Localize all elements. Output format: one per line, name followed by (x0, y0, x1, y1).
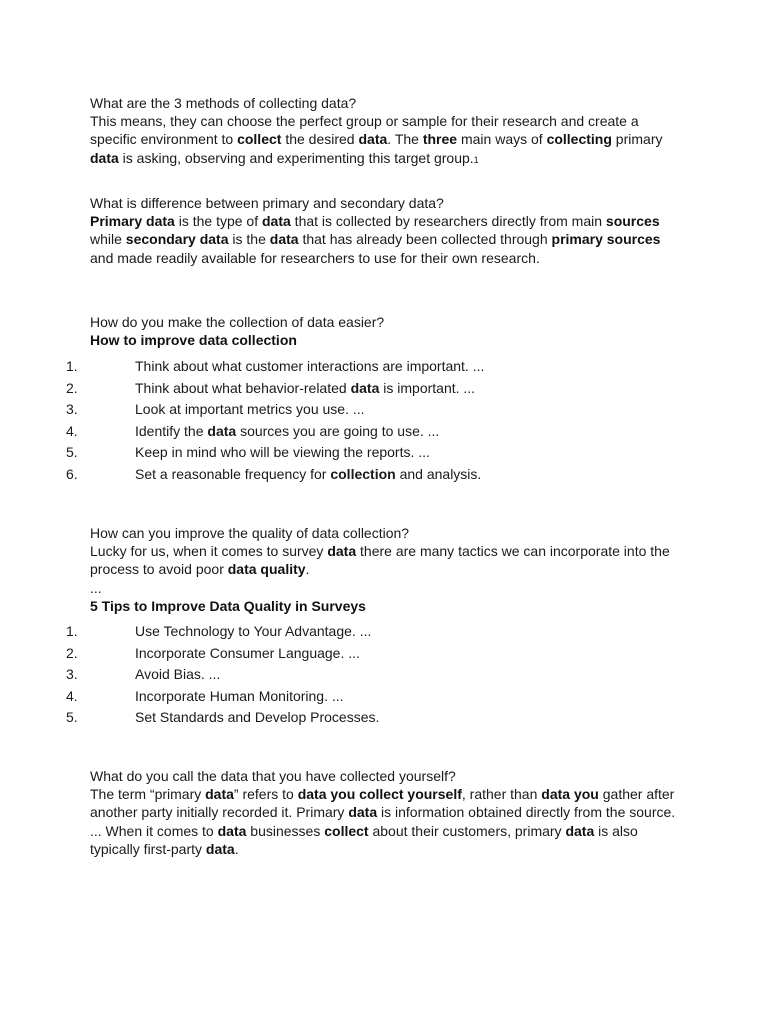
section-data-quality (90, 524, 678, 615)
bold-term: collect (237, 131, 282, 148)
question-text: What is difference between primary and secondary data? (90, 195, 444, 211)
bold-term: collection (330, 465, 396, 482)
bold-term: sources (605, 213, 660, 230)
question-text: What are the 3 methods of collecting data? (90, 95, 357, 111)
list-item (0, 421, 678, 443)
list-item-text: Use Technology to Your Advantage. ... (135, 623, 372, 639)
list-item-text: Look at important metrics you use. ... (135, 401, 365, 417)
ellipsis-text: ... (90, 579, 102, 596)
list-item (0, 707, 678, 729)
bold-term: data (205, 840, 235, 857)
answer-paragraph: Primary data is the type of data that is collected by researchers directly from main sources while secondary data is the data that has already been collected through primary sources and made readily available for researchers to use for their own research. (90, 213, 661, 266)
list-item (0, 621, 678, 643)
list-number: 2. (66, 644, 78, 661)
list-item (0, 442, 678, 464)
list-item (0, 356, 678, 378)
list-item (0, 664, 678, 686)
question-text: How can you improve the quality of data collection? (90, 525, 410, 541)
bold-term: data (262, 213, 291, 230)
list-item-text: Avoid Bias. ... (135, 666, 221, 682)
list-number: 3. (66, 401, 78, 417)
answer-paragraph: The term “primary data” refers to data you collect yourself, rather than data you gather after another party initially recorded it. Primary data is information obtained directly from the source. ... When it comes to data businesses collect about their customers, primary data is also typically first-party data. (90, 786, 676, 857)
numbered-list-quality-tips (0, 621, 678, 729)
question-text: What do you call the data that you have collected yourself? (90, 768, 456, 784)
bold-term: data (348, 804, 378, 821)
list-item-text: Set Standards and Develop Processes. (135, 709, 380, 725)
section-self-collected-data (90, 767, 678, 858)
list-item-text: Think about what behavior-related data is important. ... (135, 379, 476, 396)
bold-term: data you collect yourself (297, 786, 462, 803)
bold-term: Primary data (90, 213, 175, 230)
list-item (0, 378, 678, 400)
bold-term: data (217, 822, 247, 839)
list-number: 4. (66, 422, 78, 439)
list-item (0, 464, 678, 486)
section-heading: How to improve data collection (90, 332, 297, 349)
section-primary-vs-secondary (90, 194, 678, 267)
bold-term: data (90, 149, 119, 166)
bold-term: data (327, 543, 357, 560)
section-data-collection-methods (90, 94, 678, 169)
bold-term: collect (324, 822, 369, 839)
question-text: How do you make the collection of data easier? (90, 314, 385, 330)
list-item-text: Set a reasonable frequency for collection and analysis. (135, 465, 482, 482)
bold-term: data (358, 131, 388, 148)
list-item (0, 399, 678, 421)
list-item (0, 686, 678, 708)
answer-paragraph: This means, they can choose the perfect group or sample for their research and create a specific environment to collect the desired data. The three main ways of collecting primary data is asking, observing and experimenting this target group.1 (90, 113, 663, 166)
section-heading: 5 Tips to Improve Data Quality in Surveys (90, 597, 366, 614)
list-item-text: Think about what customer interactions are important. ... (135, 358, 485, 374)
section-easier-collection (90, 313, 678, 349)
list-item-text: Identify the data sources you are going to use. ... (135, 422, 440, 439)
list-number: 2. (66, 379, 78, 396)
list-item-text: Keep in mind who will be viewing the reports. ... (135, 444, 430, 460)
numbered-list-improve-collection (0, 356, 678, 485)
bold-term: data (269, 231, 299, 248)
bold-term: secondary data (125, 231, 229, 248)
bold-term: three (422, 131, 458, 148)
list-number: 1. (66, 358, 78, 374)
answer-paragraph: Lucky for us, when it comes to survey data there are many tactics we can incorporate into the process to avoid poor data quality. (90, 543, 670, 578)
list-item-text: Incorporate Consumer Language. ... (135, 644, 360, 661)
bold-term: data (205, 786, 234, 803)
bold-term: primary sources (551, 231, 661, 248)
list-item (0, 643, 678, 665)
footnote-marker: 1 (473, 154, 479, 165)
list-number: 1. (66, 623, 78, 639)
list-number: 5. (66, 709, 78, 725)
bold-term: data (350, 379, 380, 396)
list-item-text: Incorporate Human Monitoring. ... (135, 687, 344, 704)
list-number: 4. (66, 687, 78, 704)
bold-term: collecting (546, 131, 612, 148)
bold-term: data (565, 822, 595, 839)
list-number: 3. (66, 666, 78, 682)
bold-term: data (207, 422, 237, 439)
list-number: 6. (66, 465, 78, 482)
bold-term: data you (541, 786, 599, 803)
list-number: 5. (66, 444, 78, 460)
bold-term: data quality (227, 561, 306, 578)
